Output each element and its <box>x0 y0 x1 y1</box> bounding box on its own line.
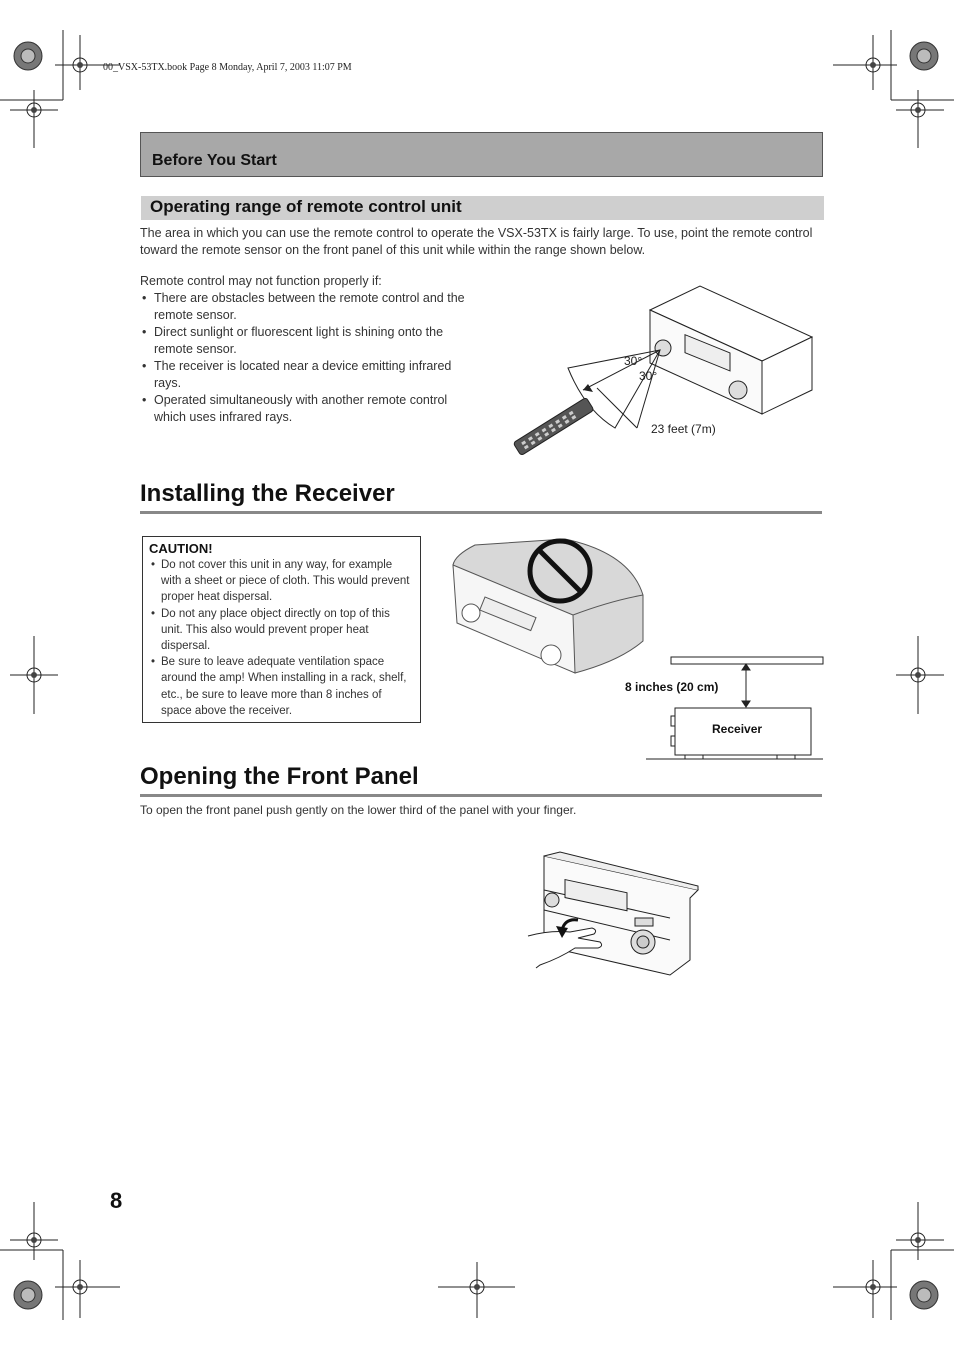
caution-title: CAUTION! <box>149 541 213 556</box>
remote-range-heading-bar <box>141 196 824 220</box>
caution-box <box>142 536 421 723</box>
page-number: 8 <box>110 1188 123 1213</box>
section-header <box>140 132 823 177</box>
angle-lower-label: 30° <box>639 369 658 383</box>
hand-icon <box>528 928 602 968</box>
section-header-title: Before You Start <box>152 152 277 169</box>
list-item: • Be sure to leave adequate ventilation space around the amp! When installing in a rack, shelf, etc., be sure to leave more than 8 inches of space above the receiver. <box>149 654 414 719</box>
front-panel-illustration <box>520 850 705 980</box>
covered-receiver-illustration <box>445 533 650 683</box>
front-panel-rule <box>140 794 822 797</box>
print-info-line: 00_VSX-53TX.book Page 8 Monday, April 7, 2003 11:07 PM <box>103 62 352 73</box>
angle-upper-label: 30° <box>624 354 643 368</box>
list-item: • There are obstacles between the remote control and the remote sensor. <box>140 290 480 323</box>
caution-list <box>149 557 414 719</box>
remote-range-intro: The area in which you can use the remote control to operate the VSX-53TX is fairly large. To use, point the remote control toward the remote sensor on the front panel of this unit while within the range shown below. <box>140 226 813 257</box>
list-item: • Direct sunlight or fluorescent light is shining onto the remote sensor. <box>140 324 480 357</box>
remote-issues-list <box>140 290 480 426</box>
list-item: • Operated simultaneously with another remote control which uses infrared rays. <box>140 392 480 425</box>
list-item: • Do not any place object directly on top of this unit. This also would prevent proper heat dispersal. <box>149 606 414 655</box>
front-panel-text: To open the front panel push gently on the lower third of the panel with your finger. <box>140 803 577 817</box>
list-item: • The receiver is located near a device emitting infrared rays. <box>140 358 480 391</box>
installing-rule <box>140 511 822 514</box>
installing-heading: Installing the Receiver <box>140 480 395 507</box>
clearance-label: 8 inches (20 cm) <box>625 680 719 694</box>
clearance-diagram <box>640 650 825 765</box>
remote-issues-intro: Remote control may not function properly if: <box>140 274 382 288</box>
remote-range-heading: Operating range of remote control unit <box>150 197 462 216</box>
front-panel-heading: Opening the Front Panel <box>140 763 419 790</box>
list-item: • Do not cover this unit in any way, for example with a sheet or piece of cloth. This would prevent proper heat dispersal. <box>149 557 414 606</box>
distance-label: 23 feet (7m) <box>651 422 716 436</box>
receiver-label: Receiver <box>712 722 763 736</box>
